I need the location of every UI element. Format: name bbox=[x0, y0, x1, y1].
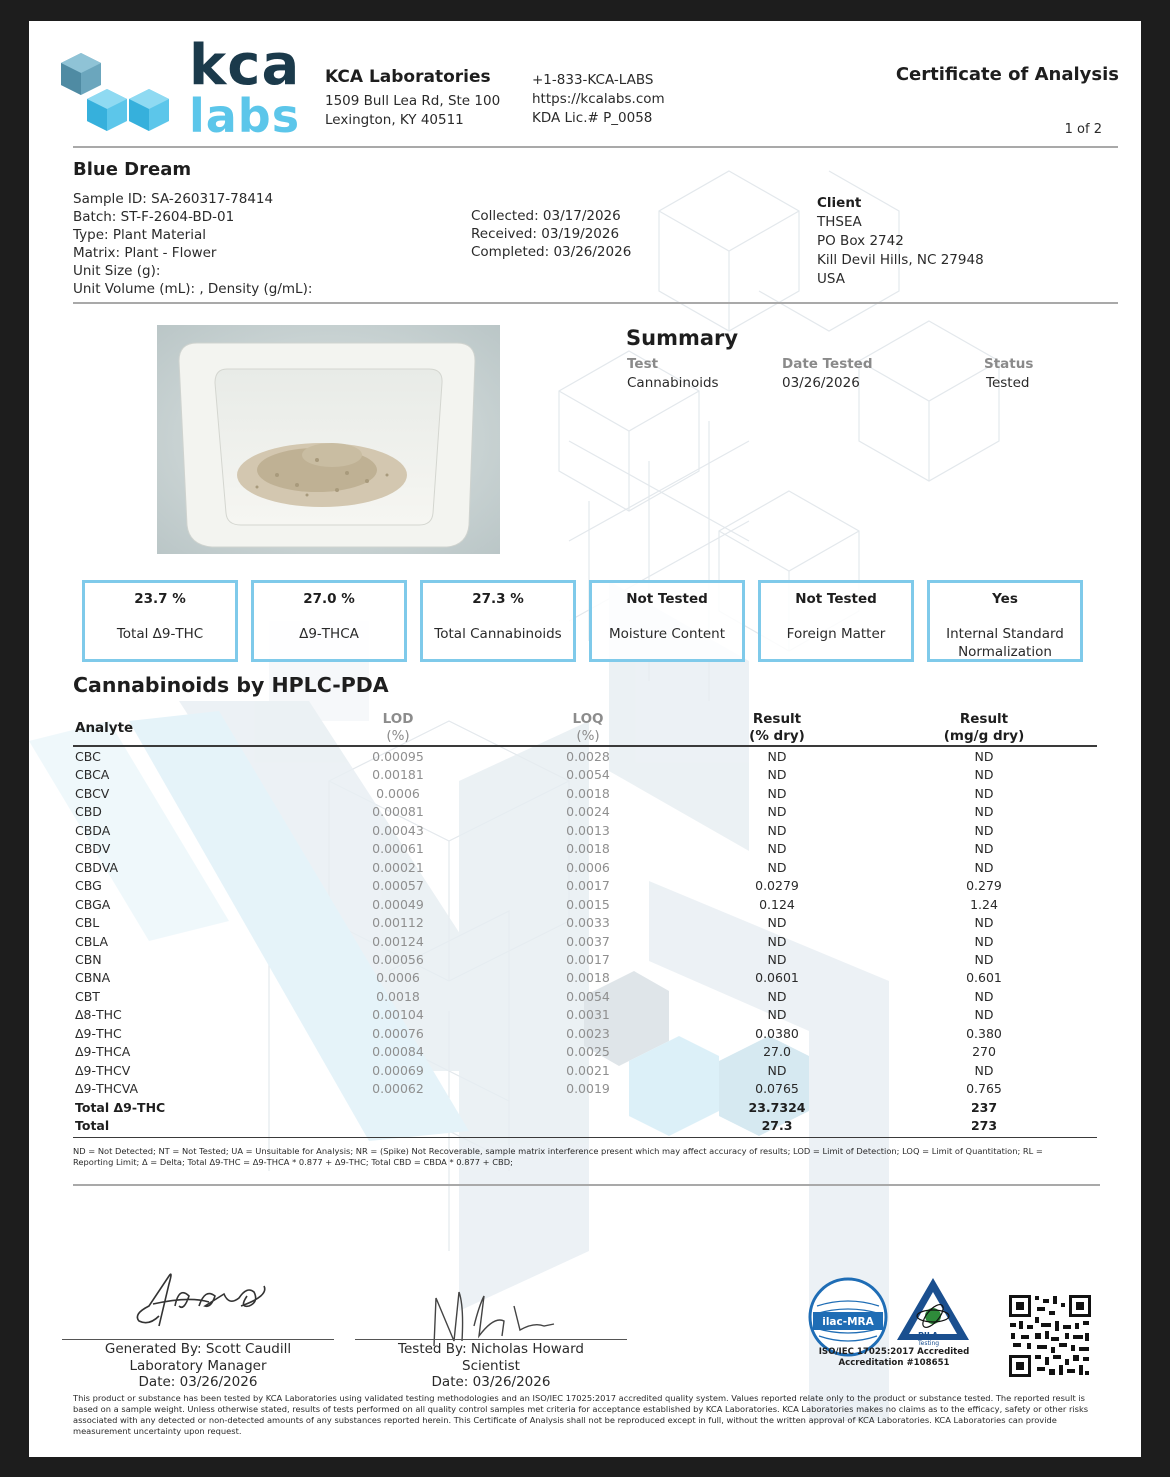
tile-internal-standard bbox=[927, 580, 1083, 662]
tile-label: Total Δ9-THC bbox=[116, 626, 204, 642]
signature-2-role: Scientist bbox=[462, 1357, 520, 1374]
document-title: Certificate of Analysis bbox=[895, 64, 1119, 85]
cell-result-pct: ND bbox=[767, 749, 787, 764]
cell-result-pct: ND bbox=[767, 804, 787, 820]
cell-result-mg: 270 bbox=[972, 1044, 996, 1060]
lab-website-link[interactable]: https://kcalabs.com bbox=[532, 91, 665, 107]
cell-analyte: CBDV bbox=[75, 841, 111, 857]
cell-lod: 0.00021 bbox=[372, 859, 424, 875]
cell-analyte: CBN bbox=[75, 951, 102, 967]
col-header-lod bbox=[338, 711, 458, 745]
tile-label: Δ9-THCA bbox=[299, 626, 359, 642]
cell-analyte: CBGA bbox=[75, 896, 111, 912]
col-header-result-line1: Result bbox=[752, 711, 802, 727]
cell-loq: 0.0018 bbox=[566, 841, 610, 857]
cell-lod: 0.00069 bbox=[372, 1062, 424, 1078]
cell-loq: 0.0017 bbox=[566, 878, 610, 894]
accreditation-line2: Accreditation #108651 bbox=[838, 1358, 950, 1368]
cell-result-pct: 0.0380 bbox=[755, 1025, 799, 1041]
summary-header-date: Date Tested bbox=[782, 356, 873, 372]
cell-result-pct: 27.3 bbox=[761, 1118, 793, 1133]
cell-loq: 0.0017 bbox=[566, 951, 610, 967]
client-address-line2: Kill Devil Hills, NC 27948 bbox=[817, 252, 984, 268]
cell-analyte: Δ9-THCVA bbox=[75, 1081, 139, 1097]
cell-loq: 0.0019 bbox=[566, 1081, 610, 1097]
cell-result-mg: ND bbox=[974, 933, 994, 949]
lab-address-line1: 1509 Bull Lea Rd, Ste 100 bbox=[325, 93, 501, 109]
signature-line-1 bbox=[62, 1339, 334, 1340]
table-row bbox=[73, 1026, 1097, 1045]
tile-label: Total Cannabinoids bbox=[434, 626, 562, 642]
tile-label: Internal Standard Normalization bbox=[946, 626, 1064, 660]
cell-result-pct: 0.0601 bbox=[755, 970, 799, 986]
table-row bbox=[73, 897, 1097, 916]
signature-1-role: Laboratory Manager bbox=[129, 1357, 267, 1374]
cell-lod: 0.0006 bbox=[376, 970, 420, 986]
col-header-loq-unit: (%) bbox=[576, 728, 600, 744]
cell-result-mg: 237 bbox=[970, 1099, 998, 1115]
footnote-divider bbox=[73, 1184, 1100, 1186]
table-row bbox=[73, 1044, 1097, 1063]
cell-result-mg: ND bbox=[974, 1062, 994, 1078]
col-header-loq bbox=[528, 711, 648, 745]
table-row bbox=[73, 860, 1097, 879]
cell-loq: 0.0054 bbox=[566, 988, 610, 1004]
table-total-row bbox=[73, 1118, 1097, 1137]
client-label: Client bbox=[817, 195, 862, 211]
cell-lod: 0.00181 bbox=[372, 767, 424, 783]
cell-result-pct: ND bbox=[767, 915, 787, 931]
col-header-lod-unit: (%) bbox=[386, 728, 410, 744]
cell-result-mg: 0.765 bbox=[966, 1081, 1002, 1097]
summary-title: Summary bbox=[626, 326, 739, 350]
cell-result-mg: ND bbox=[974, 785, 994, 801]
signature-2-name: Tested By: Nicholas Howard bbox=[398, 1341, 584, 1357]
cell-result-mg: ND bbox=[974, 1007, 994, 1023]
table-title: Cannabinoids by HPLC-PDA bbox=[73, 673, 389, 697]
tile-total-d9-thc bbox=[82, 580, 238, 662]
cell-loq: 0.0028 bbox=[566, 749, 610, 764]
cell-result-mg: 0.279 bbox=[966, 878, 1002, 894]
cell-lod: 0.00061 bbox=[372, 841, 424, 857]
lab-contact bbox=[532, 71, 665, 128]
ilac-logo-text: ilac-MRA bbox=[822, 1316, 874, 1328]
cell-loq: 0.0015 bbox=[566, 896, 610, 912]
cell-result-pct: 0.124 bbox=[759, 896, 795, 912]
cell-loq: 0.0024 bbox=[566, 804, 610, 820]
cell-result-pct: ND bbox=[767, 822, 787, 838]
sample-details bbox=[73, 190, 312, 298]
cell-lod: 0.0006 bbox=[376, 785, 420, 801]
signature-1-name: Generated By: Scott Caudill bbox=[104, 1341, 292, 1357]
tile-d9-thca bbox=[251, 580, 407, 662]
table-header-rule bbox=[73, 745, 1097, 747]
cell-lod: 0.00081 bbox=[372, 804, 424, 820]
tile-value: Not Tested bbox=[626, 591, 708, 607]
lab-address-line2: Lexington, KY 40511 bbox=[325, 112, 464, 128]
cell-lod: 0.00104 bbox=[372, 1007, 424, 1023]
table-row bbox=[73, 952, 1097, 971]
tile-label: Foreign Matter bbox=[786, 626, 886, 642]
cell-loq: 0.0023 bbox=[566, 1025, 610, 1041]
summary-header-test: Test bbox=[627, 356, 659, 372]
coa-page bbox=[29, 21, 1141, 1457]
cell-loq: 0.0025 bbox=[566, 1044, 610, 1060]
product-name: Blue Dream bbox=[73, 159, 192, 180]
sample-photo bbox=[157, 325, 500, 554]
col-header-result-mg bbox=[924, 711, 1044, 745]
cell-lod: 0.00112 bbox=[372, 915, 424, 931]
table-row bbox=[73, 804, 1097, 823]
table-row bbox=[73, 970, 1097, 989]
cell-loq: 0.0037 bbox=[566, 933, 610, 949]
cell-analyte: CBCA bbox=[75, 767, 110, 783]
cell-loq: 0.0031 bbox=[566, 1007, 610, 1023]
cell-lod: 0.00043 bbox=[372, 822, 424, 838]
sample-id: Sample ID: SA-260317-78414 bbox=[73, 191, 274, 207]
col-header-mg-line1: Result bbox=[959, 711, 1009, 727]
client-address-line3: USA bbox=[817, 271, 845, 287]
cell-lod: 0.00076 bbox=[372, 1025, 424, 1041]
sample-type: Type: Plant Material bbox=[73, 227, 206, 243]
cell-result-pct: 23.7324 bbox=[748, 1099, 806, 1115]
logo-text-kca: kca bbox=[189, 33, 301, 98]
cell-result-mg: ND bbox=[974, 859, 994, 875]
tile-value: 23.7 % bbox=[134, 591, 186, 607]
cell-loq: 0.0033 bbox=[566, 915, 610, 931]
cell-lod: 0.00049 bbox=[372, 896, 424, 912]
cell-lod: 0.00057 bbox=[372, 878, 424, 894]
date-received: Received: 03/19/2026 bbox=[471, 226, 620, 242]
cell-analyte: Total Δ9-THC bbox=[75, 1099, 166, 1115]
kca-logo-cubes-icon bbox=[57, 47, 182, 139]
summary-date-value: 03/26/2026 bbox=[782, 375, 860, 391]
cell-analyte: CBCV bbox=[75, 785, 110, 801]
col-header-lod-line1: LOD bbox=[382, 711, 414, 727]
cell-result-pct: 27.0 bbox=[763, 1044, 791, 1060]
cell-result-mg: ND bbox=[974, 915, 994, 931]
col-header-result-unit: (% dry) bbox=[749, 728, 805, 744]
cell-analyte: CBG bbox=[75, 878, 102, 894]
sample-unit-size: Unit Size (g): bbox=[73, 263, 161, 279]
date-collected: Collected: 03/17/2026 bbox=[471, 208, 621, 224]
table-row bbox=[73, 841, 1097, 860]
cell-result-pct: ND bbox=[767, 785, 787, 801]
cell-analyte: CBDVA bbox=[75, 859, 119, 875]
cell-lod: 0.00084 bbox=[372, 1044, 424, 1060]
cell-analyte: CBT bbox=[75, 988, 100, 1004]
tile-moisture-content bbox=[589, 580, 745, 662]
tile-label: Moisture Content bbox=[608, 626, 726, 642]
cell-analyte: CBDA bbox=[75, 822, 111, 838]
cell-result-pct: ND bbox=[767, 1007, 787, 1023]
cell-result-pct: ND bbox=[767, 767, 787, 783]
cell-loq: 0.0018 bbox=[566, 785, 610, 801]
cell-analyte: Δ8-THC bbox=[75, 1007, 122, 1023]
cell-result-mg: ND bbox=[974, 841, 994, 857]
tile-value: Yes bbox=[992, 591, 1018, 607]
cell-loq: 0.0018 bbox=[566, 970, 610, 986]
cell-analyte: CBL bbox=[75, 915, 100, 931]
cell-analyte: CBLA bbox=[75, 933, 109, 949]
lab-license: KDA Lic.# P_0058 bbox=[532, 110, 653, 126]
table-row bbox=[73, 934, 1097, 953]
col-header-loq-line1: LOQ bbox=[572, 711, 604, 727]
lab-name: KCA Laboratories bbox=[325, 67, 491, 87]
client-address-line1: PO Box 2742 bbox=[817, 233, 904, 249]
col-header-mg-unit: (mg/g dry) bbox=[943, 728, 1025, 744]
tile-value: Not Tested bbox=[795, 591, 877, 607]
cell-analyte: Total bbox=[75, 1118, 110, 1133]
col-header-result-pct bbox=[717, 711, 837, 745]
table-row bbox=[73, 878, 1097, 897]
cell-result-pct: ND bbox=[767, 841, 787, 857]
logo-text-labs: labs bbox=[189, 89, 301, 143]
cell-result-mg: 0.380 bbox=[966, 1025, 1002, 1041]
lab-phone: +1-833-KCA-LABS bbox=[532, 72, 654, 88]
cell-result-mg: 0.601 bbox=[966, 970, 1002, 986]
table-row bbox=[73, 1063, 1097, 1082]
sample-matrix: Matrix: Plant - Flower bbox=[73, 245, 217, 261]
cell-analyte: Δ9-THC bbox=[75, 1025, 122, 1041]
cell-result-pct: ND bbox=[767, 859, 787, 875]
date-completed: Completed: 03/26/2026 bbox=[471, 244, 632, 260]
summary-test-value: Cannabinoids bbox=[627, 375, 719, 391]
cell-analyte: CBC bbox=[75, 749, 101, 764]
table-footnote: ND = Not Detected; NT = Not Tested; UA = Unsuitable for Analysis; NR = (Spike) Not Recoverable, sample matrix interference present which may affect accuracy of results; LOD = Limit of Detection; LOQ = Limit of Quantitation; RL = Reporting Limit; Δ = Delta; Total Δ9-THC = Δ9-THCA * 0.877 + Δ9-THC; Total CBD = CBDA * 0.877 + CBD; bbox=[73, 1146, 1043, 1167]
pjla-label: PJLA bbox=[918, 1331, 939, 1340]
signature-block-1 bbox=[62, 1341, 334, 1391]
cell-loq: 0.0054 bbox=[566, 767, 610, 783]
cell-lod: 0.00095 bbox=[372, 749, 424, 764]
cell-result-mg: ND bbox=[974, 988, 994, 1004]
signature-block-2 bbox=[355, 1341, 627, 1391]
sample-dates bbox=[471, 207, 631, 261]
table-row bbox=[73, 749, 1097, 768]
sample-unit-volume: Unit Volume (mL): , Density (g/mL): bbox=[73, 281, 313, 297]
table-row bbox=[73, 915, 1097, 934]
cell-result-pct: ND bbox=[767, 933, 787, 949]
signature-2-date: Date: 03/26/2026 bbox=[431, 1374, 551, 1390]
cell-result-pct: ND bbox=[767, 1062, 787, 1078]
tile-foreign-matter bbox=[758, 580, 914, 662]
info-divider bbox=[73, 302, 1118, 304]
client-name: THSEA bbox=[817, 214, 862, 230]
signature-1-date: Date: 03/26/2026 bbox=[138, 1374, 258, 1390]
cell-lod: 0.0018 bbox=[376, 988, 420, 1004]
table-row bbox=[73, 1081, 1097, 1100]
summary-header-status: Status bbox=[984, 356, 1034, 372]
cell-result-mg: ND bbox=[974, 767, 994, 783]
cell-result-mg: 273 bbox=[970, 1118, 998, 1133]
table-row bbox=[73, 786, 1097, 805]
cell-lod: 0.00056 bbox=[372, 951, 424, 967]
lab-address bbox=[325, 92, 500, 130]
signature-line-2 bbox=[355, 1339, 627, 1340]
table-row bbox=[73, 1007, 1097, 1026]
table-row bbox=[73, 767, 1097, 786]
cell-result-mg: ND bbox=[974, 749, 994, 764]
header-divider bbox=[73, 146, 1118, 148]
tile-value: 27.3 % bbox=[472, 591, 524, 607]
qr-code-icon[interactable] bbox=[1007, 1293, 1093, 1379]
cell-loq: 0.0021 bbox=[566, 1062, 610, 1078]
cell-loq: 0.0013 bbox=[566, 822, 610, 838]
accreditation-text bbox=[799, 1347, 989, 1369]
cell-analyte: Δ9-THCA bbox=[75, 1044, 131, 1060]
cell-result-pct: ND bbox=[767, 951, 787, 967]
sample-batch: Batch: ST-F-2604-BD-01 bbox=[73, 209, 235, 225]
cell-result-mg: ND bbox=[974, 951, 994, 967]
pjla-sub-label: Testing bbox=[918, 1340, 940, 1347]
disclaimer-text: This product or substance has been tested by KCA Laboratories using validated testing methodologies and an ISO/IEC 17025:2017 accredited quality system. Values reported relate only to the product or substance tested. The reported result is based on a sample weight. Unless otherwise stated, results of tests performed on all quality control samples met criteria for acceptance established by KCA Laboratories. KCA Laboratories makes no claims as to the efficacy, safety or other risks associated with any detected or non-detected amounts of any substances reported herein. This Certificate of Analysis shall not be reproduced except in full, without the written approval of KCA Laboratories. KCA Laboratories can provide measurement uncertainty upon request. bbox=[73, 1393, 1089, 1436]
ilac-mra-logo-icon bbox=[807, 1276, 889, 1358]
table-row bbox=[73, 823, 1097, 842]
tile-value: 27.0 % bbox=[303, 591, 355, 607]
cell-analyte: Δ9-THCV bbox=[75, 1062, 131, 1078]
signature-scott-caudill bbox=[129, 1266, 279, 1336]
col-header-analyte: Analyte bbox=[75, 720, 134, 736]
cell-lod: 0.00124 bbox=[372, 933, 424, 949]
cell-loq: 0.0006 bbox=[566, 859, 610, 875]
cell-lod: 0.00062 bbox=[372, 1081, 424, 1097]
cell-result-pct: 0.0279 bbox=[755, 878, 799, 894]
cell-analyte: CBD bbox=[75, 804, 102, 820]
accreditation-line1: ISO/IEC 17025:2017 Accredited bbox=[818, 1347, 970, 1357]
cell-result-pct: 0.0765 bbox=[755, 1081, 799, 1097]
page-number: 1 of 2 bbox=[1064, 122, 1102, 137]
summary-status-value: Tested bbox=[986, 375, 1030, 391]
table-row bbox=[73, 989, 1097, 1008]
tile-total-cannabinoids bbox=[420, 580, 576, 662]
cell-result-pct: ND bbox=[767, 988, 787, 1004]
table-total-row bbox=[73, 1100, 1097, 1119]
cell-result-mg: ND bbox=[974, 804, 994, 820]
table-bottom-rule bbox=[73, 1137, 1097, 1138]
cell-analyte: CBNA bbox=[75, 970, 111, 986]
client-block bbox=[817, 194, 984, 289]
cell-result-mg: ND bbox=[974, 822, 994, 838]
cell-result-mg: 1.24 bbox=[970, 896, 998, 912]
